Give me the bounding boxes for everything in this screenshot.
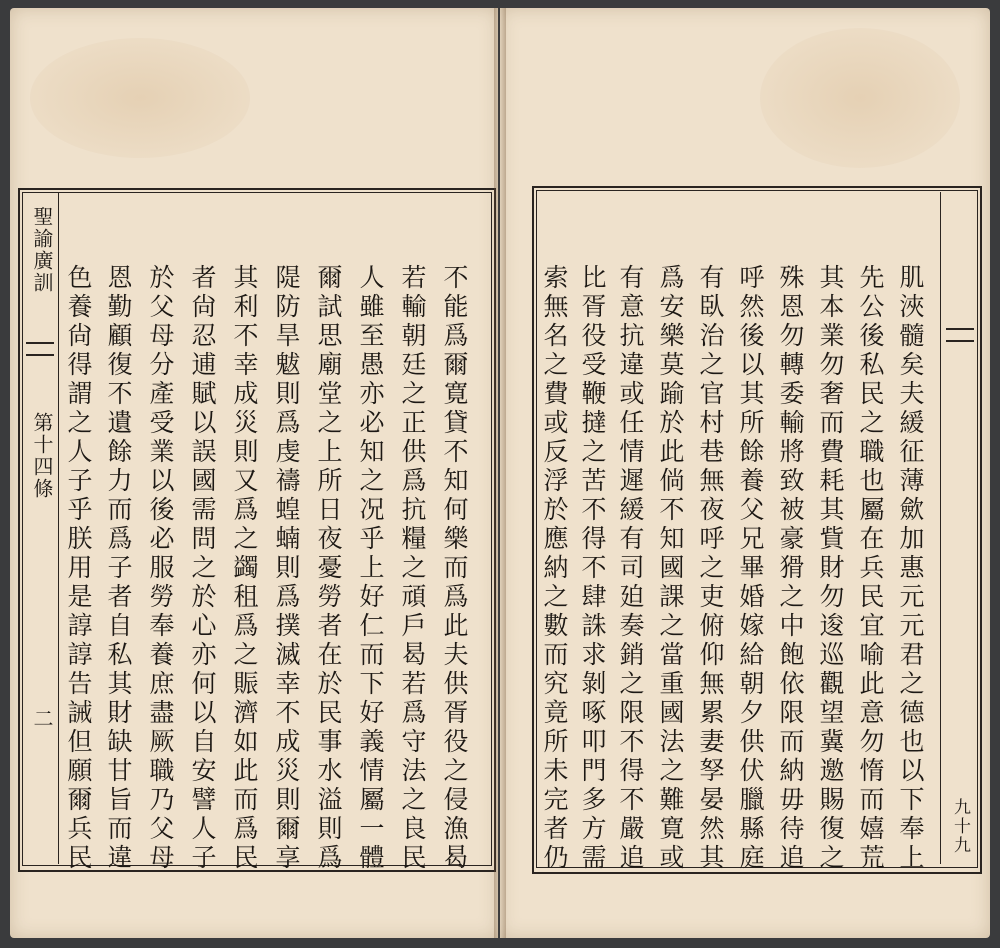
right-margin-column <box>940 192 977 864</box>
fish-tail-mark-icon <box>26 342 54 356</box>
text-line: 色養尙得謂之人子乎朕用是諄諄告誡但願爾兵民 <box>64 264 93 873</box>
right-page <box>500 8 990 938</box>
text-line: 殊恩勿轉委輸將致被豪猾之中飽依限而納毋待追 <box>776 264 805 873</box>
text-line: 比胥役受鞭撻之苦不得不肆誅求剝啄叩門多方需 <box>578 264 607 873</box>
section-number: 第十四條 <box>30 412 54 500</box>
text-line: 者尙忍逋賦以誤國需問之於心亦何以自安譬人子 <box>188 264 217 873</box>
right-page-number: 九十九 <box>950 798 970 855</box>
text-line: 爾試思廟堂之上所日夜憂勞者在於民事水溢則爲 <box>314 264 343 873</box>
text-line: 索無名之費或反浮於應納之數而究竟所未完者仍 <box>540 264 569 873</box>
text-line: 爲安樂莫踰於此倘不知國課之當重國法之難寛或 <box>656 264 685 873</box>
text-line: 肌浹髓矣夫緩征薄歛加惠元元君之德也以下奉上 <box>896 264 925 873</box>
text-line: 人雖至愚亦必知之况乎上好仁而下好義情屬一體 <box>356 264 385 873</box>
paper-stain <box>30 38 250 158</box>
text-line: 有意抗違或任情遲緩有司廹奏銷之限不得不嚴追 <box>616 264 645 873</box>
text-line: 隄防旱魃則爲虔禱蝗蝻則爲撲滅幸不成災則爾享 <box>272 264 301 873</box>
text-line: 其利不幸成災則又爲之蠲租爲之賑濟如此而爲民 <box>230 264 259 873</box>
text-line: 其本業勿奢而費耗其貲財勿逡巡觀望冀邀賜復之 <box>816 264 845 873</box>
left-page <box>10 8 498 938</box>
paper-stain <box>760 28 960 168</box>
book-gutter <box>494 8 506 938</box>
text-line: 有臥治之官村巷無夜呼之吏俯仰無累妻孥晏然其 <box>696 264 725 873</box>
book-title: 聖諭廣訓 <box>30 206 54 294</box>
left-page-number: 二 <box>30 708 54 730</box>
text-line: 呼然後以其所餘養父兄畢婚嫁給朝夕供伏臘縣庭 <box>736 264 765 873</box>
text-line: 先公後私民之職也屬在兵民宜喻此意勿惰而嬉荒 <box>856 264 885 873</box>
text-line: 若輸朝廷之正供爲抗糧之頑戶曷若爲守法之良民 <box>398 264 427 873</box>
fish-tail-mark-icon <box>946 328 974 342</box>
text-line: 恩勤顧復不遺餘力而爲子者自私其財缺甘旨而違 <box>104 264 133 873</box>
text-line: 不能爲爾寛貸不知何樂而爲此夫供胥役之侵漁曷 <box>440 264 469 873</box>
text-line: 於父母分產受業以後必服勞奉養庶盡厥職乃父母 <box>146 264 175 873</box>
